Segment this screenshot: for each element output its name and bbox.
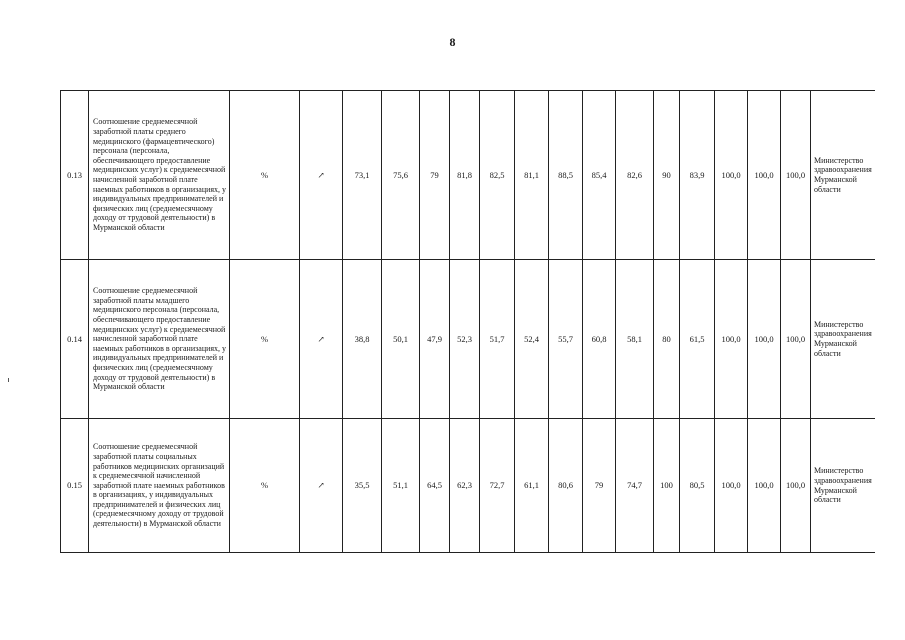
value-cell: 100,0 <box>715 91 748 260</box>
value-cell: 90 <box>654 91 680 260</box>
value-cell: 100,0 <box>715 260 748 419</box>
arrow-up-right-icon: ↗ <box>300 419 343 553</box>
value-cell: 47,9 <box>420 260 450 419</box>
row-responsible: Министерство здравоохранения Мурманской области <box>811 419 875 553</box>
row-responsible: Министерство здравоохранения Мурманской области <box>811 91 875 260</box>
row-code: 0.15 <box>61 419 89 553</box>
value-cell: 52,3 <box>450 260 480 419</box>
value-cell: 80,6 <box>549 419 583 553</box>
value-cell: 100 <box>654 419 680 553</box>
row-description: Соотношение среднемесячной заработной платы социальных работников медицинских организаций к среднемесячной начисленной заработной плате наемных работников в организациях, у индивидуальных предпринимателей и физических лиц (среднемесячному доходу от трудовой деятельности) в Мурманской области <box>89 419 230 553</box>
value-cell: 80,5 <box>680 419 715 553</box>
value-cell: 51,1 <box>382 419 420 553</box>
value-cell: 79 <box>420 91 450 260</box>
table-row <box>61 91 875 260</box>
arrow-up-right-icon: ↗ <box>300 91 343 260</box>
value-cell: 61,1 <box>515 419 549 553</box>
value-cell: 55,7 <box>549 260 583 419</box>
value-cell: 51,7 <box>480 260 515 419</box>
value-cell: 83,9 <box>680 91 715 260</box>
arrow-up-right-icon: ↗ <box>300 260 343 419</box>
value-cell: 75,6 <box>382 91 420 260</box>
value-cell: 72,7 <box>480 419 515 553</box>
value-cell: 52,4 <box>515 260 549 419</box>
value-cell: 88,5 <box>549 91 583 260</box>
row-unit: % <box>230 260 300 419</box>
value-cell: 50,1 <box>382 260 420 419</box>
row-description: Соотношение среднемесячной заработной платы среднего медицинского (фармацевтического) персонала (персонала, обеспечивающего предоставление медицинских услуг) к среднемесячной начисленной заработной плате наемных работников в организациях, у индивидуальных предпринимателей и физических лиц (среднемесячному доходу от трудовой деятельности) в Мурманской области <box>89 91 230 260</box>
row-unit: % <box>230 91 300 260</box>
table-row <box>61 419 875 553</box>
value-cell: 80 <box>654 260 680 419</box>
value-cell: 64,5 <box>420 419 450 553</box>
value-cell: 100,0 <box>748 260 781 419</box>
row-responsible: Министерство здравоохранения Мурманской области <box>811 260 875 419</box>
value-cell: 38,8 <box>343 260 382 419</box>
row-code: 0.13 <box>61 91 89 260</box>
indicators-table <box>60 90 875 553</box>
value-cell: 100,0 <box>781 91 811 260</box>
value-cell: 79 <box>583 419 616 553</box>
table-row <box>61 260 875 419</box>
value-cell: 81,8 <box>450 91 480 260</box>
value-cell: 35,5 <box>343 419 382 553</box>
margin-mark <box>8 378 9 382</box>
value-cell: 61,5 <box>680 260 715 419</box>
value-cell: 82,6 <box>616 91 654 260</box>
value-cell: 82,5 <box>480 91 515 260</box>
value-cell: 58,1 <box>616 260 654 419</box>
value-cell: 74,7 <box>616 419 654 553</box>
value-cell: 100,0 <box>781 260 811 419</box>
row-unit: % <box>230 419 300 553</box>
row-description: Соотношение среднемесячной заработной платы младшего медицинского персонала (персонала, обеспечивающего предоставление медицинских услуг) к среднемесячной начисленной заработной плате наемных работников в организациях, у индивидуальных предпринимателей и физических лиц (среднемесячному доходу от трудовой деятельности) в Мурманской области <box>89 260 230 419</box>
value-cell: 100,0 <box>748 91 781 260</box>
value-cell: 100,0 <box>781 419 811 553</box>
value-cell: 100,0 <box>748 419 781 553</box>
value-cell: 100,0 <box>715 419 748 553</box>
row-code: 0.14 <box>61 260 89 419</box>
value-cell: 60,8 <box>583 260 616 419</box>
value-cell: 81,1 <box>515 91 549 260</box>
value-cell: 62,3 <box>450 419 480 553</box>
value-cell: 73,1 <box>343 91 382 260</box>
value-cell: 85,4 <box>583 91 616 260</box>
page-number: 8 <box>449 35 456 49</box>
